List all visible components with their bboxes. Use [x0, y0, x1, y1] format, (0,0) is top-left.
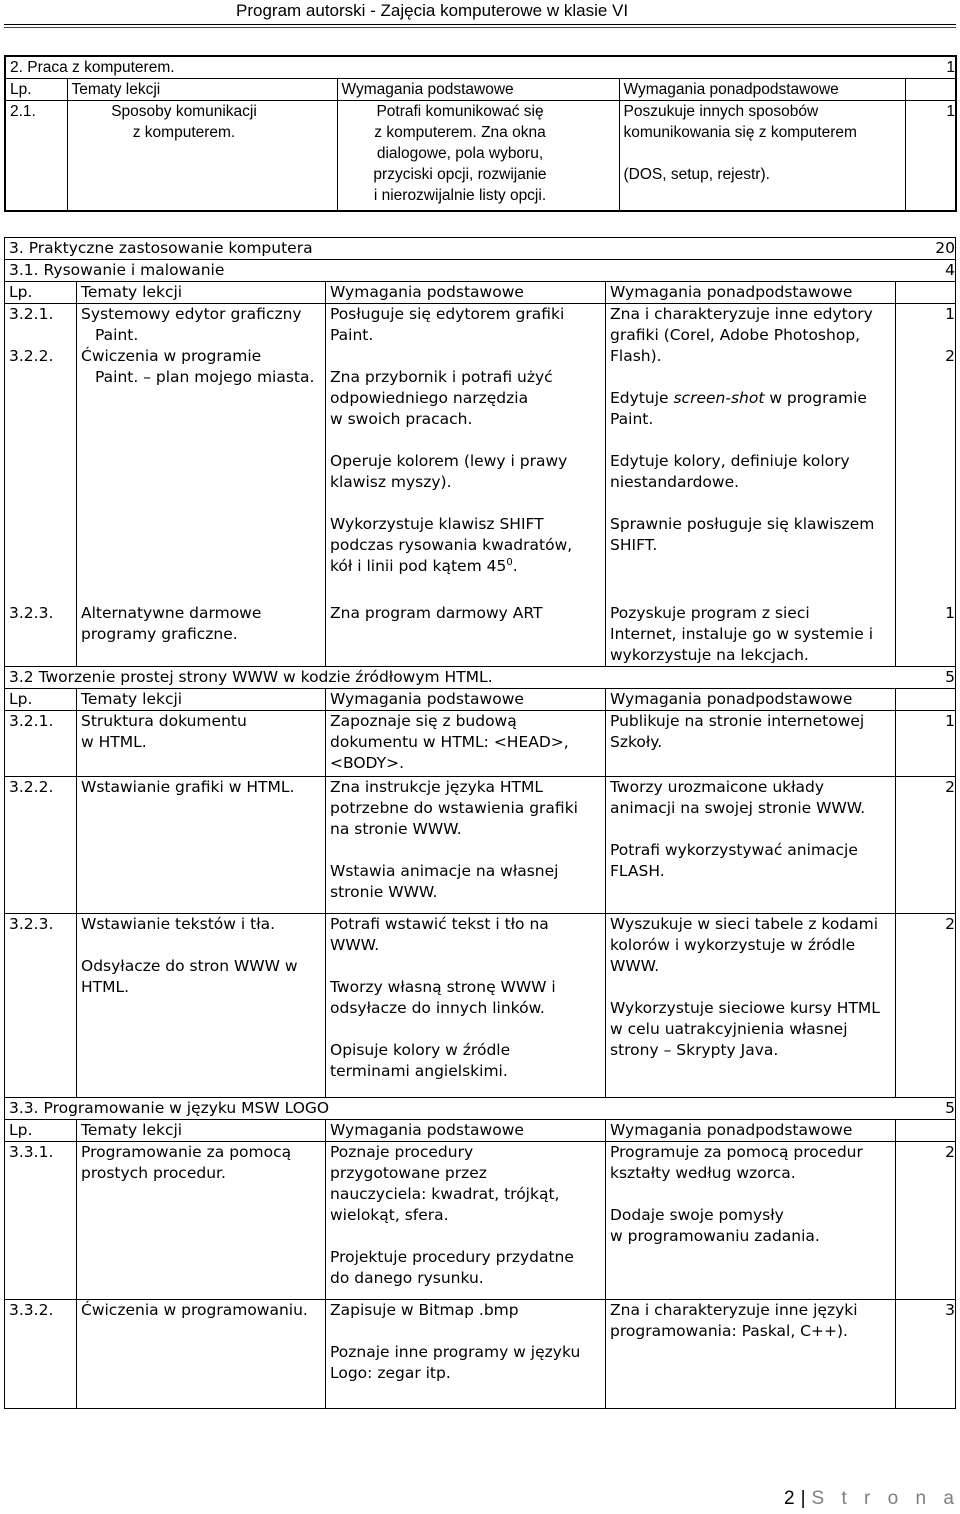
- row-hours: 2: [896, 1141, 956, 1299]
- section-hours: 1: [905, 56, 956, 79]
- col-head-lp: Lp.: [5, 282, 77, 304]
- row-lp: 2.1.: [5, 101, 67, 211]
- row-adv: Poszukuje innych sposobów komunikowania się z komputerem (DOS, setup, rejestr).: [619, 101, 905, 211]
- col-head-hours: [896, 282, 956, 304]
- row-adv: Zna i charakteryzuje inne języki programowania: Paskal, C++).: [606, 1299, 896, 1408]
- page-number-word: S t r o n a: [811, 1488, 960, 1509]
- row-lp: 3.2.3.: [5, 913, 77, 1097]
- row-topic: Programowanie za pomocą prostych procedur.: [77, 1141, 326, 1299]
- col-head-basic: Wymagania podstawowe: [337, 79, 619, 101]
- row-adv: Pozyskuje program z sieci Internet, instaluje go w systemie i wykorzystuje na lekcjach.: [606, 603, 896, 667]
- col-head-lp: Lp.: [5, 688, 77, 710]
- col-head-basic: Wymagania podstawowe: [326, 282, 606, 304]
- row-topic: Systemowy edytor graficzny Paint. Ćwiczenia w programie Paint. – plan mojego miasta.: [77, 304, 326, 603]
- degree-sup: 0: [506, 556, 513, 568]
- section-title: 2. Praca z komputerem.: [5, 56, 905, 79]
- row-basic: Potrafi wstawić tekst i tło na WWW. Tworzy własną stronę WWW i odsyłacze do innych linków. Opisuje kolory w źródle terminami angielskimi.: [326, 913, 606, 1097]
- row-adv: Zna i charakteryzuje inne edytory grafiki (Corel, Adobe Photoshop, Flash). Edytuje screen-shot w programie Paint. Edytuje kolory, definiuje kolory niestandardowe. Sprawnie posługuje się klawiszem SHIFT.: [606, 304, 896, 603]
- header-title: Program autorski - Zajęcia komputerowe w klasie VI: [236, 1, 629, 20]
- col-head-hours: [896, 1119, 956, 1141]
- col-head-topics: Tematy lekcji: [77, 282, 326, 304]
- page-number-value: 2: [784, 1488, 795, 1509]
- col-head-topics: Tematy lekcji: [77, 1119, 326, 1141]
- row-basic: Poznaje procedury przygotowane przez nauczyciela: kwadrat, trójkąt, wielokąt, sfera. Projektuje procedury przydatne do danego rysunku.: [326, 1141, 606, 1299]
- page-header: [0, 0, 960, 24]
- section-3-title: 3. Praktyczne zastosowanie komputera: [5, 238, 896, 260]
- row-lp: 3.2.1. 3.2.2.: [5, 304, 77, 603]
- col-head-adv: Wymagania ponadpodstawowe: [606, 688, 896, 710]
- row-adv: Publikuje na stronie internetowej Szkoły.: [606, 710, 896, 776]
- section-3-hours: 20: [896, 238, 956, 260]
- row-lp: 3.2.3.: [5, 603, 77, 667]
- subsection-3-2-title: 3.2 Tworzenie prostej strony WWW w kodzie źródłowym HTML.: [5, 666, 896, 688]
- col-head-hours: [905, 79, 956, 101]
- header-rule: [4, 24, 956, 25]
- row-hours: 2: [896, 913, 956, 1097]
- col-head-basic: Wymagania podstawowe: [326, 688, 606, 710]
- page-number-separator: |: [800, 1488, 806, 1509]
- section-2-table: [4, 55, 957, 212]
- row-hours: 2: [896, 776, 956, 913]
- row-adv: Tworzy urozmaicone układy animacji na swojej stronie WWW. Potrafi wykorzystywać animacje FLASH.: [606, 776, 896, 913]
- subsection-3-2-hours: 5: [896, 666, 956, 688]
- subsection-3-1-title: 3.1. Rysowanie i malowanie: [5, 260, 896, 282]
- row-hours: 1: [905, 101, 956, 211]
- col-head-lp: Lp.: [5, 79, 67, 101]
- row-topic: Wstawianie tekstów i tła. Odsyłacze do stron WWW w HTML.: [77, 913, 326, 1097]
- col-head-adv: Wymagania ponadpodstawowe: [619, 79, 905, 101]
- subsection-3-3-hours: 5: [896, 1097, 956, 1119]
- row-basic: Zapoznaje się z budową dokumentu w HTML: <HEAD>, <BODY>.: [326, 710, 606, 776]
- row-topic: Sposoby komunikacji z komputerem.: [67, 101, 337, 211]
- col-head-topics: Tematy lekcji: [67, 79, 337, 101]
- row-basic: Potrafi komunikować się z komputerem. Zna okna dialogowe, pola wyboru, przyciski opcji, rozwijanie i nierozwijalnie listy opcji.: [337, 101, 619, 211]
- row-hours: 1: [896, 710, 956, 776]
- row-lp: 3.2.2.: [5, 776, 77, 913]
- col-head-adv: Wymagania ponadpodstawowe: [606, 282, 896, 304]
- col-head-topics: Tematy lekcji: [77, 688, 326, 710]
- header-rule-thin: [4, 27, 956, 28]
- row-adv: Programuje za pomocą procedur kształty według wzorca. Dodaje swoje pomysły w programowaniu zadania.: [606, 1141, 896, 1299]
- row-hours: 1 2: [896, 304, 956, 603]
- row-topic: Ćwiczenia w programowaniu.: [77, 1299, 326, 1408]
- row-topic: Alternatywne darmowe programy graficzne.: [77, 603, 326, 667]
- row-lp: 3.3.2.: [5, 1299, 77, 1408]
- subsection-3-3-title: 3.3. Programowanie w języku MSW LOGO: [5, 1097, 896, 1119]
- row-basic: Zna instrukcje języka HTML potrzebne do wstawienia grafiki na stronie WWW. Wstawia animacje na własnej stronie WWW.: [326, 776, 606, 913]
- page-number: [784, 1488, 960, 1509]
- row-lp: 3.2.1.: [5, 710, 77, 776]
- row-basic: Posługuje się edytorem grafiki Paint. Zna przybornik i potrafi użyć odpowiedniego narzędzia w swoich pracach. Operuje kolorem (lewy i prawy klawisz myszy). Wykorzystuje klawisz SHIFT podczas rysowania kwadratów, kół i linii pod kątem $45^0$.: [326, 304, 606, 603]
- col-head-adv: Wymagania ponadpodstawowe: [606, 1119, 896, 1141]
- col-head-basic: Wymagania podstawowe: [326, 1119, 606, 1141]
- row-basic: Zapisuje w Bitmap .bmp Poznaje inne programy w języku Logo: zegar itp.: [326, 1299, 606, 1408]
- col-head-hours: [896, 688, 956, 710]
- row-basic: Zna program darmowy ART: [326, 603, 606, 667]
- subsection-3-1-hours: 4: [896, 260, 956, 282]
- row-hours: 3: [896, 1299, 956, 1408]
- col-head-lp: Lp.: [5, 1119, 77, 1141]
- row-topic: Wstawianie grafiki w HTML.: [77, 776, 326, 913]
- row-topic: Struktura dokumentu w HTML.: [77, 710, 326, 776]
- row-adv: Wyszukuje w sieci tabele z kodami kolorów i wykorzystuje w źródle WWW. Wykorzystuje sieciowe kursy HTML w celu uatrakcyjnienia własnej strony – Skrypty Java.: [606, 913, 896, 1097]
- row-hours: 1: [896, 603, 956, 667]
- row-lp: 3.3.1.: [5, 1141, 77, 1299]
- section-3-table: [4, 237, 956, 1409]
